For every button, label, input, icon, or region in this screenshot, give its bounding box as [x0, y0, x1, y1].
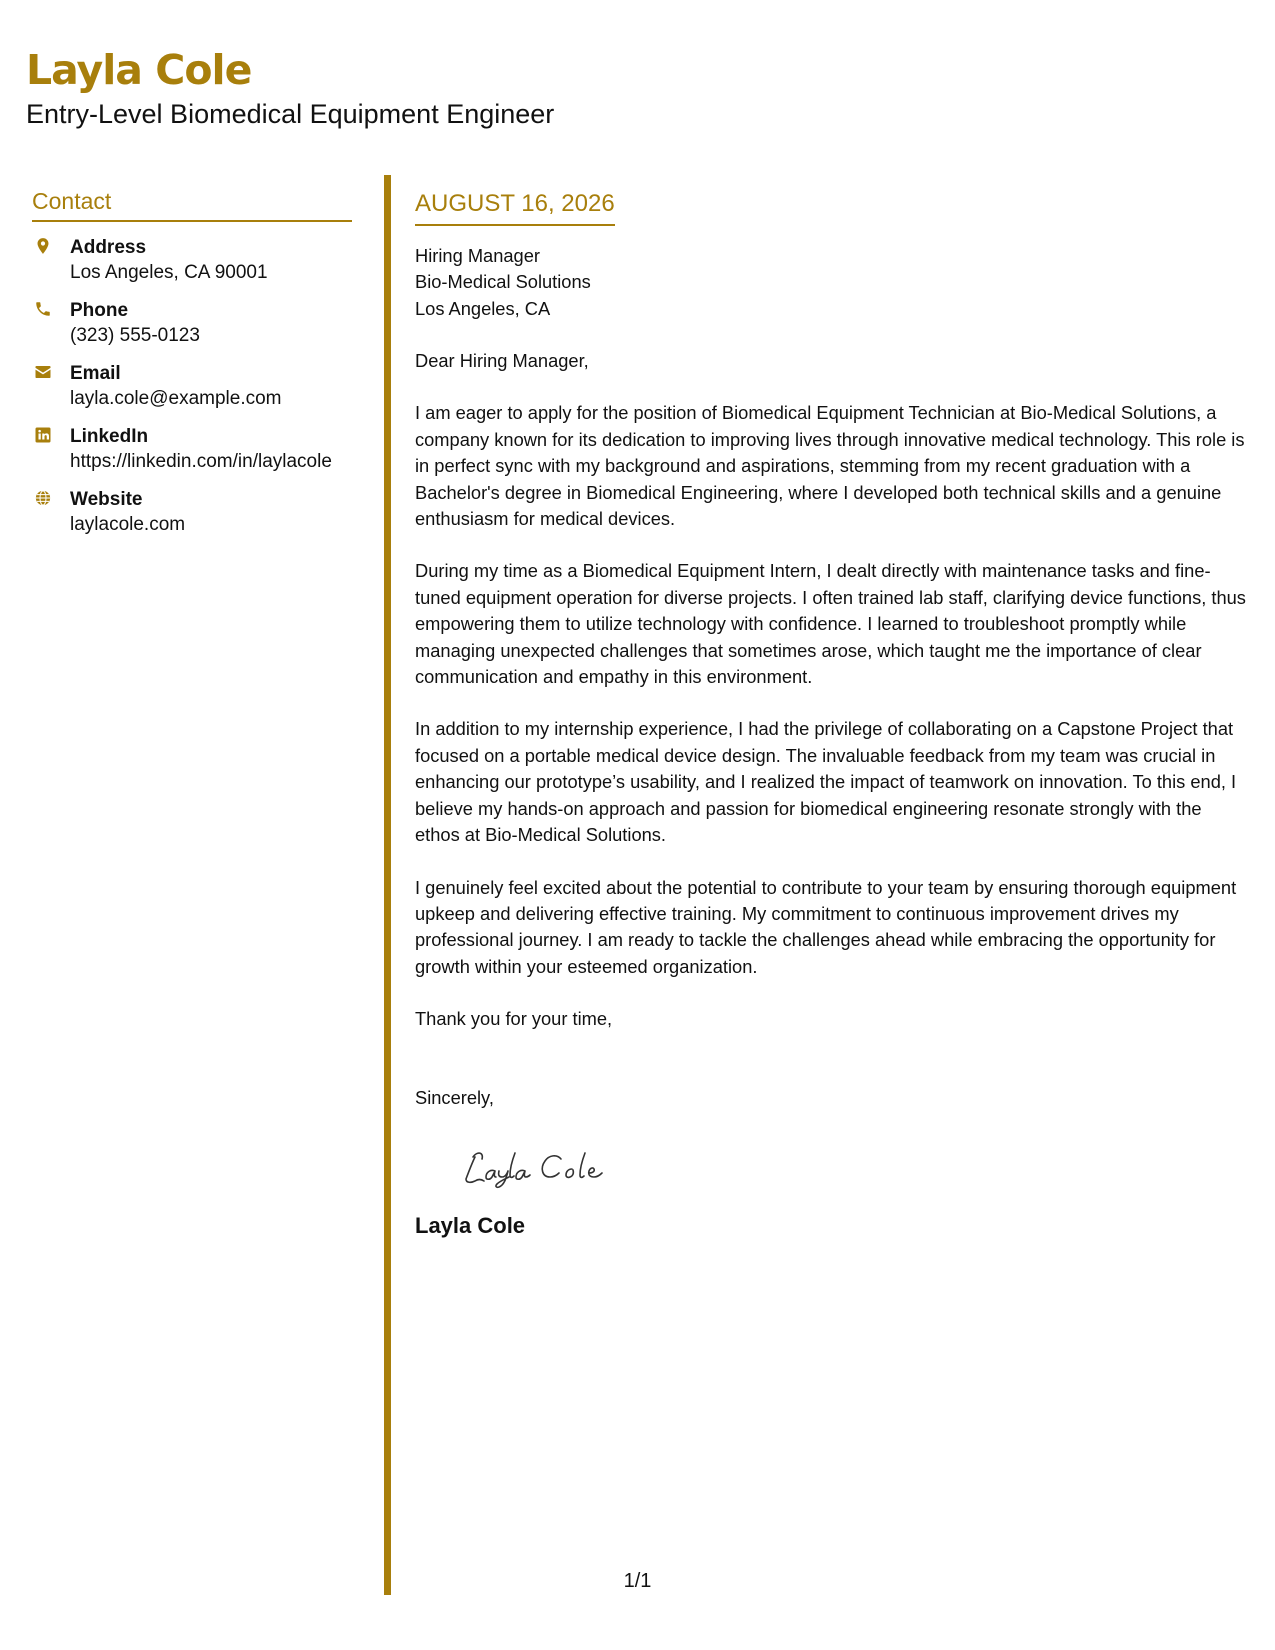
letter-date-block [415, 190, 615, 226]
handwritten-signature [461, 1141, 636, 1193]
phone-icon [34, 300, 52, 318]
body-paragraph-1: I am eager to apply for the position of Biomedical Equipment Technician at Bio-Medical Solutions, a company known for its dedication to improving lives through innovative medical technology. This role is in perfect sync with my background and aspirations, stemming from my recent graduation with a Bachelor's degree in Biomedical Engineering, where I developed both technical skills and a genuine enthusiasm for medical devices. [415, 402, 1245, 530]
contact-label-address: Address [70, 236, 147, 258]
contact-value-email: layla.cole@example.com [70, 387, 282, 409]
recipient-title: Hiring Manager [415, 244, 540, 266]
linkedin-icon [34, 426, 52, 444]
contact-sidebar [32, 188, 352, 550]
page-number: 1/1 [623, 1570, 652, 1592]
contact-value-linkedin: https://linkedin.com/in/laylacole [70, 450, 332, 472]
contact-value-phone: (323) 555-0123 [70, 324, 200, 346]
letter-date: AUGUST 16, 2026 [415, 190, 615, 217]
contact-label-email: Email [70, 362, 121, 384]
job-title: Entry-Level Biomedical Equipment Engineer [26, 99, 555, 129]
map-pin-icon [34, 237, 52, 255]
contact-list [32, 235, 352, 550]
recipient-company: Bio-Medical Solutions [415, 271, 591, 293]
letter-body [415, 190, 1250, 1239]
contact-heading: Contact [32, 188, 352, 222]
contact-value-address: Los Angeles, CA 90001 [70, 261, 268, 283]
closing-word: Sincerely, [415, 1086, 494, 1108]
recipient-block [415, 243, 1250, 322]
body-paragraph-2: During my time as a Biomedical Equipment Intern, I dealt directly with maintenance tasks and fine-tuned equipment operation for diverse projects. I often trained lab staff, clarifying device functions, thus empowering them to utilize technology with confidence. I learned to troubleshoot promptly while managing unexpected challenges that sometimes arose, which taught me the importance of clear communication and empathy in this environment. [415, 560, 1246, 688]
closing-thanks: Thank you for your time, [415, 1008, 613, 1030]
greeting: Dear Hiring Manager, [415, 350, 589, 372]
signer-name: Layla Cole [415, 1212, 526, 1238]
contact-label-phone: Phone [70, 299, 129, 321]
contact-item-address [32, 235, 352, 298]
contact-label-linkedin: LinkedIn [70, 425, 149, 447]
contact-item-website [32, 487, 352, 550]
envelope-icon [34, 363, 52, 381]
contact-item-linkedin [32, 424, 352, 487]
body-paragraph-4: I genuinely feel excited about the potential to contribute to your team by ensuring thorough equipment upkeep and delivering effective training. My commitment to continuous improvement drives my professional journey. I am ready to tackle the challenges ahead while embracing the opportunity for growth within your esteemed organization. [415, 876, 1237, 977]
applicant-name: Layla Cole [26, 46, 252, 94]
vertical-divider [384, 175, 391, 1595]
globe-icon [34, 489, 52, 507]
contact-item-email [32, 361, 352, 424]
contact-item-phone [32, 298, 352, 361]
body-paragraph-3: In addition to my internship experience, I had the privilege of collaborating on a Capstone Project that focused on a portable medical device design. The invaluable feedback from my team was crucial in enhancing our prototype’s usability, and I realized the impact of teamwork on innovation. To this end, I believe my hands-on approach and passion for biomedical engineering resonate strongly with the ethos at Bio-Medical Solutions. [415, 718, 1237, 846]
contact-value-website: laylacole.com [70, 513, 186, 535]
contact-label-website: Website [70, 488, 143, 510]
recipient-location: Los Angeles, CA [415, 297, 551, 319]
